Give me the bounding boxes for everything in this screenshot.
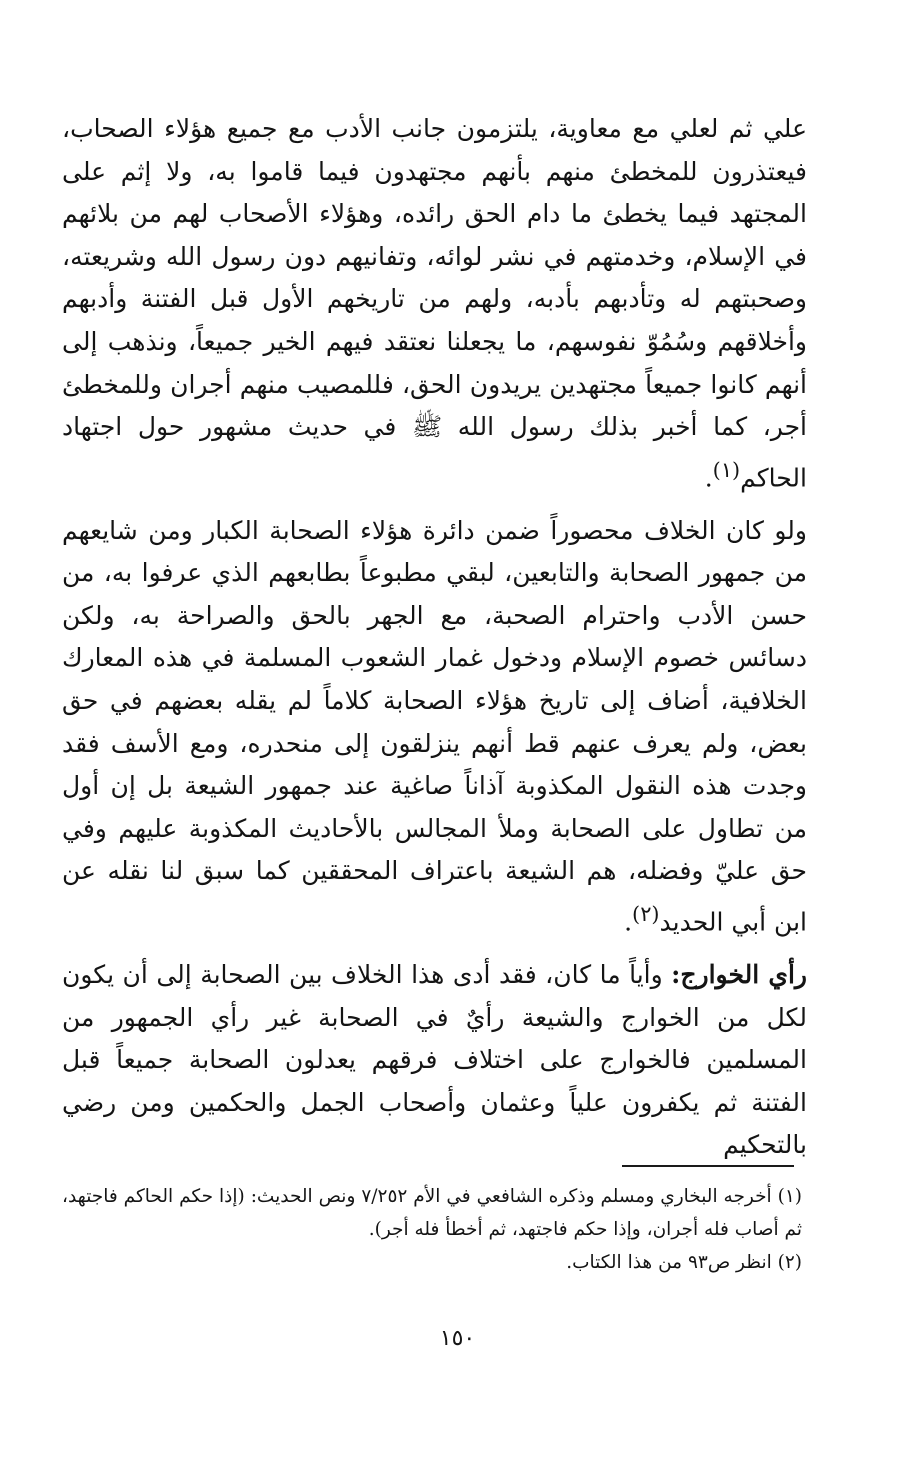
paragraph-3 [62,954,807,1167]
footnote-ref-2: (٢) [632,902,660,927]
main-text [62,108,807,1167]
paragraph-1 [62,108,807,500]
paragraph-2 [62,510,807,944]
paragraph-1-text: علي ثم لعلي مع معاوية، يلتزمون جانب الأدب مع جميع هؤلاء الصحاب، فيعتذرون للمخطئ منهم بأنهم مجتهدون فيما قاموا به، ولا إثم على المجتهد فيما يخطئ ما دام الحق رائده، وهؤلاء الأصحاب لهم من بلائهم في الإسلام، وخدمتهم في نشر لوائه، وتفانيهم دون رسول الله وشريعته، وصحبتهم له وتأدبهم بأدبه، ولهم من تاريخهم الأول قبل الفتنة وأدبهم وأخلاقهم وسُمُوّ نفوسهم، ما يجعلنا نعتقد فيهم الخير جميعاً، ونذهب إلى أنهم كانوا جميعاً مجتهدين يريدون الحق، فللمصيب منهم أجران وللمخطئ أجر، كما أخبر بذلك رسول الله ﷺ في حديث مشهور حول اجتهاد الحاكم [62,114,807,493]
paragraph-1-end: . [704,463,713,493]
paragraph-2-text: ولو كان الخلاف محصوراً ضمن دائرة هؤلاء الصحابة الكبار ومن شايعهم من جمهور الصحابة والتابعين، لبقي مطبوعاً بطابعهم الذي عرفوا به، من حسن الأدب واحترام الصحبة، مع الجهر بالحق والصراحة به، ولكن دسائس خصوم الإسلام ودخول غمار الشعوب المسلمة في هذه المعارك الخلافية، أضاف إلى تاريخ هؤلاء الصحابة كلاماً لم يقله بعضهم في حق بعض، ولم يعرف عنهم قط أنهم ينزلقون إلى منحدره، ومع الأسف فقد وجدت هذه النقول المكذوبة آذاناً صاغية عند جمهور الشيعة بل إن أول من تطاول على الصحابة وملأ المجالس بالأحاديث المكذوبة عليهم وفي حق عليّ وفضله، هم الشيعة باعتراف المحققين كما سبق لنا نقله عن ابن أبي الحديد [62,515,807,937]
paragraph-3-text: وأياً ما كان، فقد أدى هذا الخلاف بين الصحابة إلى أن يكون لكل من الخوارج والشيعة رأيٌ في الصحابة غير رأي الجمهور من المسلمين فالخوارج على اختلاف فرقهم يعدلون الصحابة جميعاً قبل الفتنة ثم يكفرون علياً وعثمان وأصحاب الجمل والحكمين ومن رضي بالتحكيم [62,959,807,1160]
footnote-ref-1: (١) [712,457,741,482]
section-heading: رأي الخوارج: [671,959,808,989]
footnotes [62,1180,802,1279]
footnote-2: (٢) انظر ص٩٣ من هذا الكتاب. [566,1252,802,1273]
footnote-1: (١) أخرجه البخاري ومسلم وذكره الشافعي في الأم ٧/٢٥٢ ونص الحديث: (إذا حكم الحاكم فاجتهد، ثم أصاب فله أجران، وإذا حكم فاجتهد، ثم أخطأ فله أجر). [62,1186,803,1240]
footnote-divider [622,1165,794,1167]
paragraph-2-end: . [624,907,633,937]
page-number: ١٥٠ [439,1326,476,1351]
